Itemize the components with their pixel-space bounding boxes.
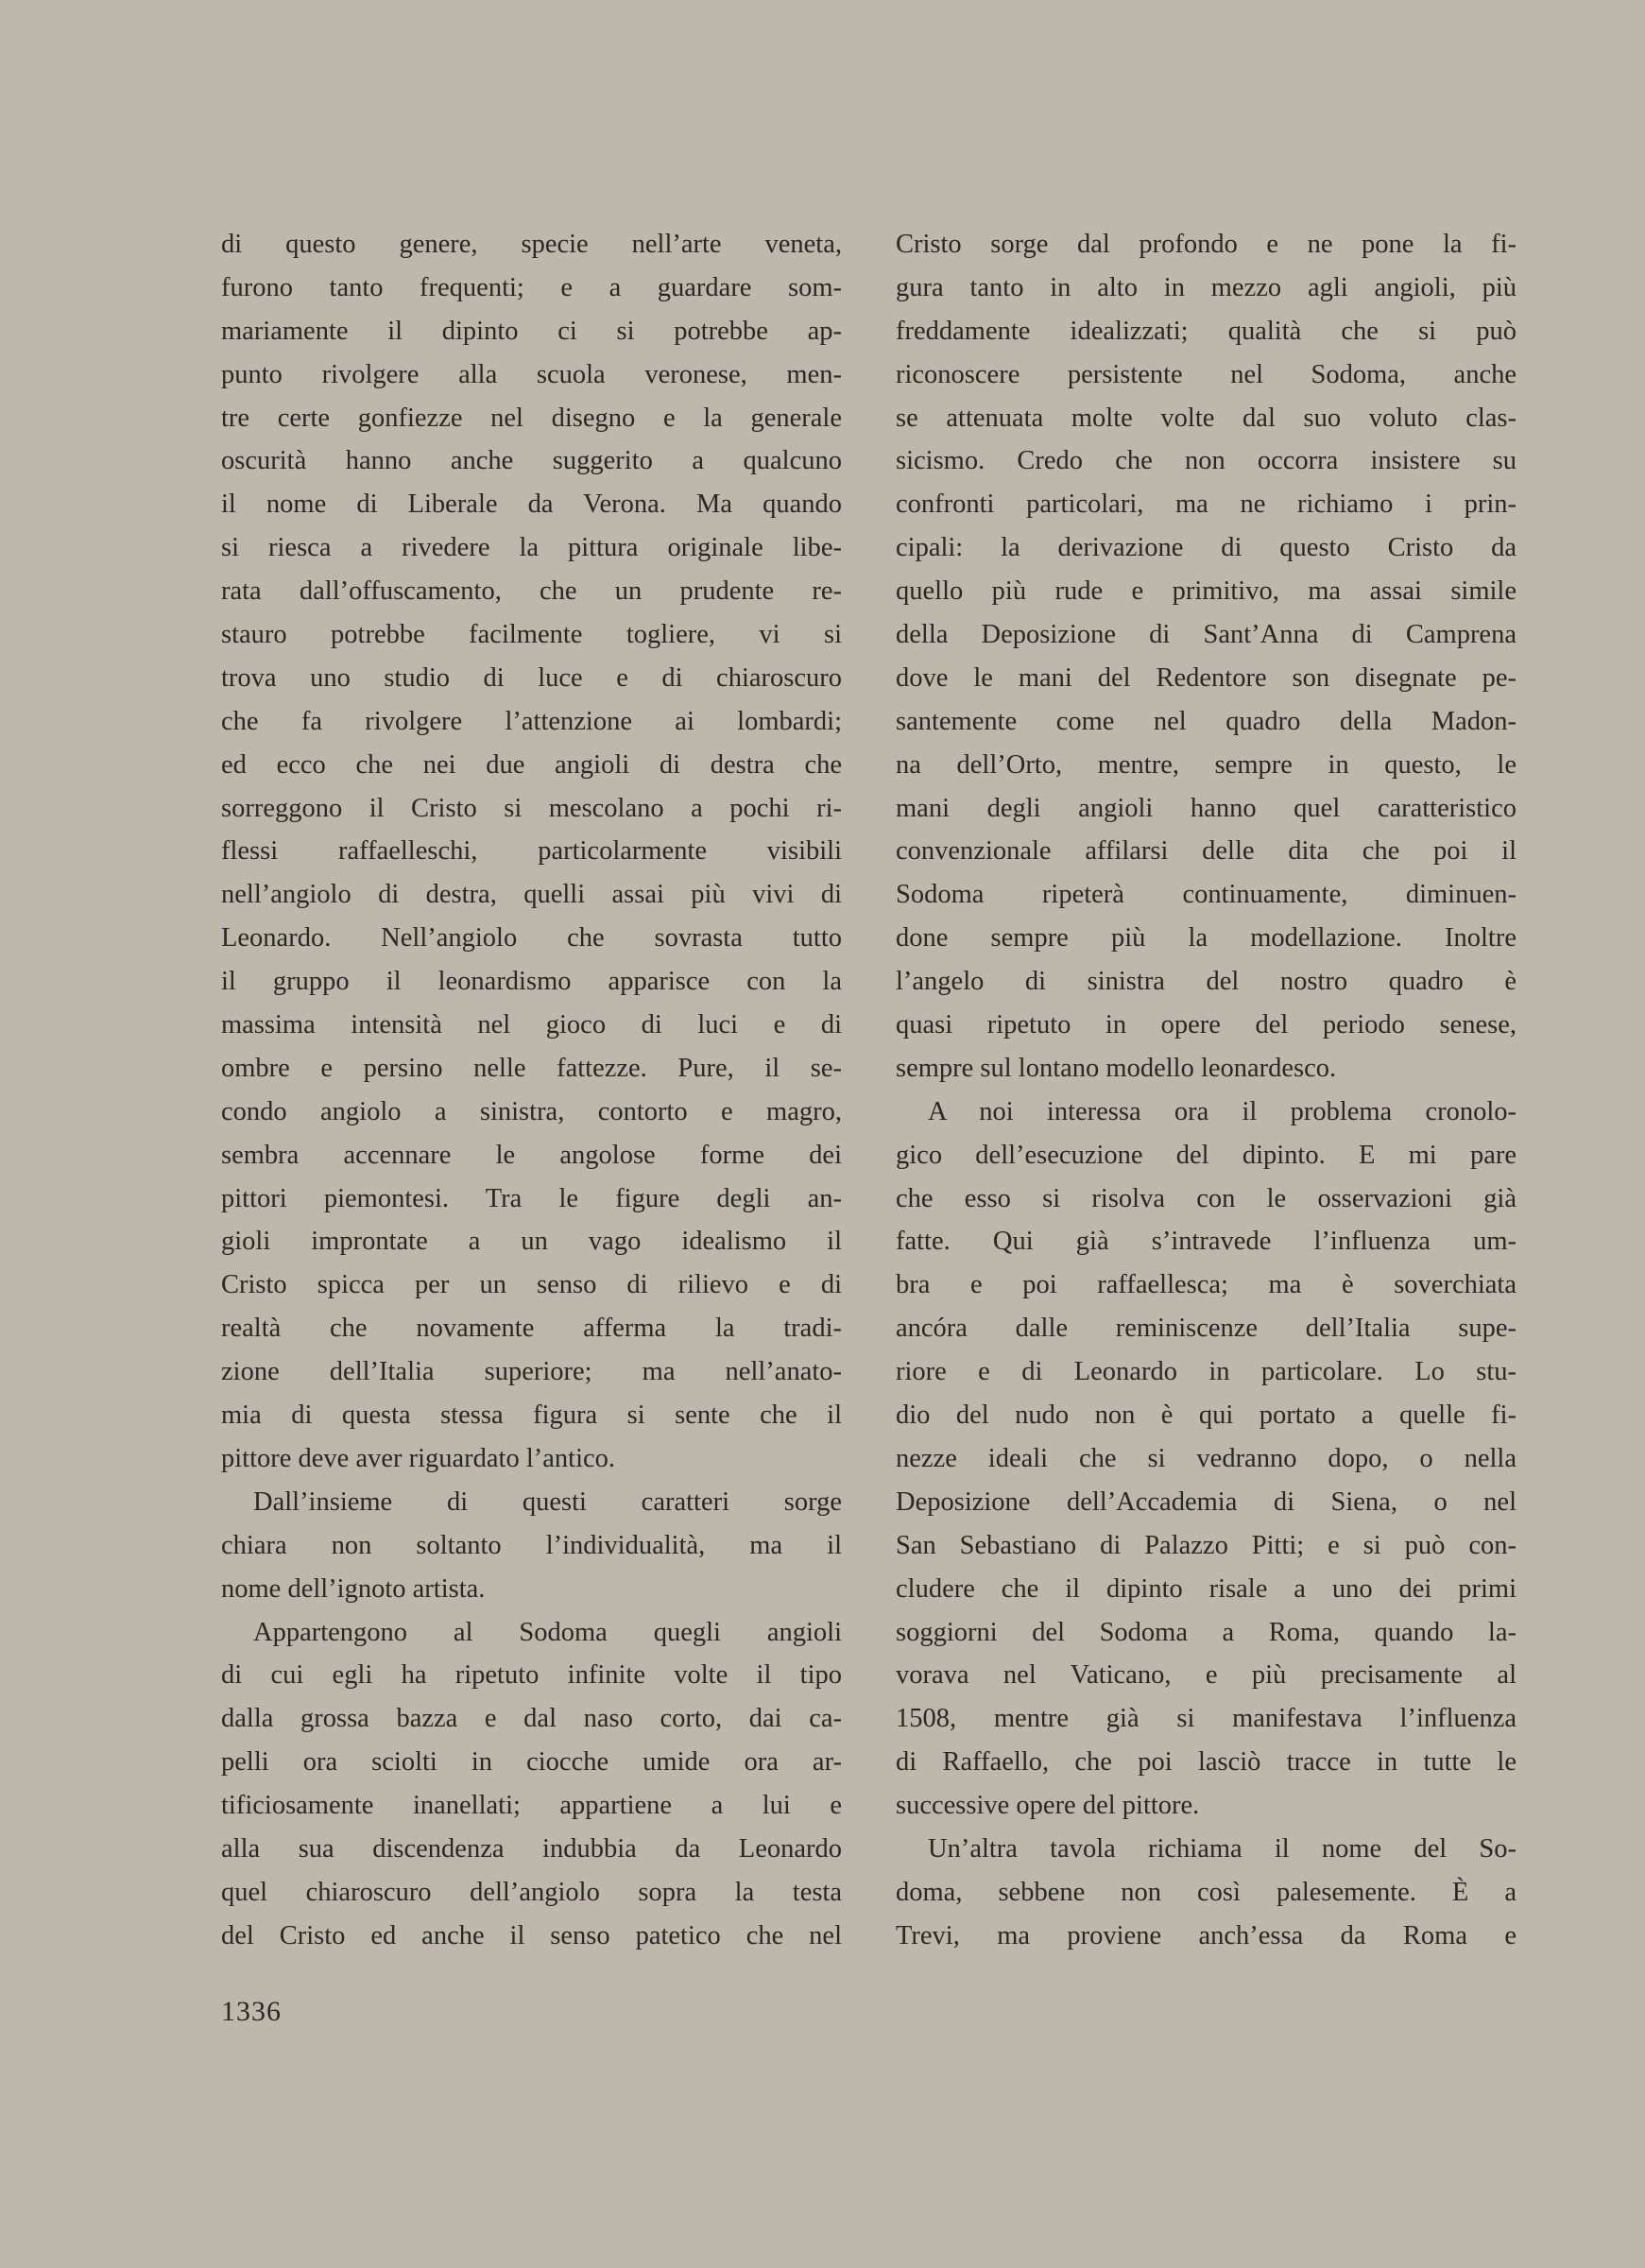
text-line: della Deposizione di Sant’Anna di Camprena — [896, 620, 1516, 650]
text-line: stauro potrebbe facilmente togliere, vi si — [221, 620, 842, 650]
text-line: convenzionale affilarsi delle dita che poi il — [896, 836, 1516, 867]
text-line: ancóra dalle reminiscenze dell’Italia supe- — [896, 1314, 1516, 1344]
text-line: realtà che novamente afferma la tradi- — [221, 1314, 842, 1344]
left-text-column — [221, 223, 842, 1958]
text-line: rata dall’offuscamento, che un prudente re- — [221, 576, 842, 607]
text-line: di questo genere, specie nell’arte veneta, — [221, 230, 842, 259]
text-line: sembra accennare le angolose forme dei — [221, 1140, 842, 1170]
text-line: bra e poi raffaellesca; ma è soverchiata — [896, 1270, 1516, 1300]
text-line: soggiorni del Sodoma a Roma, quando la- — [896, 1617, 1516, 1647]
text-line: zione dell’Italia superiore; ma nell’anato- — [221, 1357, 842, 1387]
text-line: se attenuata molte volte dal suo voluto clas- — [896, 403, 1516, 433]
text-line: nome dell’ignoto artista. — [221, 1573, 486, 1604]
text-line: vorava nel Vaticano, e più precisamente al — [896, 1660, 1516, 1691]
text-line: confronti particolari, ma ne richiamo i prin- — [896, 490, 1516, 520]
text-line: di Raffaello, che poi lasciò tracce in tutte le — [896, 1747, 1516, 1778]
text-line: il gruppo il leonardismo apparisce con la — [221, 967, 842, 997]
text-line: oscurità hanno anche suggerito a qualcuno — [221, 446, 842, 476]
text-line: freddamente idealizzati; qualità che si può — [896, 316, 1516, 346]
text-line: gico dell’esecuzione del dipinto. E mi pare — [896, 1140, 1516, 1170]
text-line: fatte. Qui già s’intravede l’influenza um- — [896, 1227, 1516, 1257]
text-line: quel chiaroscuro dell’angiolo sopra la testa — [221, 1877, 842, 1907]
text-line: tificiosamente inanellati; appartiene a lui e — [221, 1791, 842, 1821]
text-line: 1508, mentre già si manifestava l’influenza — [896, 1704, 1516, 1734]
text-line: il nome di Liberale da Verona. Ma quando — [221, 490, 842, 520]
text-line: l’angelo di sinistra del nostro quadro è — [896, 967, 1516, 997]
text-line: Cristo spicca per un senso di rilievo e di — [221, 1270, 842, 1300]
text-line: sorreggono il Cristo si mescolano a pochi ri- — [221, 793, 842, 823]
text-line: Appartengono al Sodoma quegli angioli — [253, 1617, 842, 1647]
text-line: santemente come nel quadro della Madon- — [896, 706, 1516, 736]
text-line: nezze ideali che si vedranno dopo, o nella — [896, 1443, 1516, 1473]
text-line: mia di questa stessa figura si sente che il — [221, 1400, 842, 1431]
text-line: dio del nudo non è qui portato a quelle fi- — [896, 1400, 1516, 1431]
text-line: successive opere del pittore. — [896, 1791, 1200, 1821]
text-line: nell’angiolo di destra, quelli assai più vivi di — [221, 880, 842, 910]
text-line: mani degli angioli hanno quel caratteristico — [896, 793, 1516, 823]
text-line: pittori piemontesi. Tra le figure degli an- — [221, 1183, 842, 1213]
text-line: na dell’Orto, mentre, sempre in questo, le — [896, 749, 1516, 780]
text-line: tre certe gonfiezze nel disegno e la generale — [221, 403, 842, 433]
text-line: gura tanto in alto in mezzo agli angioli, più — [896, 272, 1516, 302]
text-line: Leonardo. Nell’angiolo che sovrasta tutto — [221, 923, 842, 954]
text-line: alla sua discendenza indubbia da Leonardo — [221, 1833, 842, 1864]
text-line: trova uno studio di luce e di chiaroscuro — [221, 662, 842, 693]
text-line: flessi raffaelleschi, particolarmente visibili — [221, 836, 842, 867]
text-line: dalla grossa bazza e dal naso corto, dai ca- — [221, 1704, 842, 1734]
page-number: 1336 — [221, 1996, 282, 2027]
text-line: Un’altra tavola richiama il nome del So- — [928, 1833, 1516, 1864]
text-line: quello più rude e primitivo, ma assai simile — [896, 576, 1516, 607]
text-line: sempre sul lontano modello leonardesco. — [896, 1053, 1337, 1083]
text-line: cludere che il dipinto risale a uno dei primi — [896, 1573, 1516, 1604]
text-line: punto rivolgere alla scuola veronese, men- — [221, 359, 842, 389]
text-line: doma, sebbene non così palesemente. È a — [896, 1877, 1516, 1907]
text-line: riconoscere persistente nel Sodoma, anche — [896, 359, 1516, 389]
text-line: cipali: la derivazione di questo Cristo da — [896, 533, 1516, 563]
text-line: furono tanto frequenti; e a guardare som- — [221, 272, 842, 302]
text-line: mariamente il dipinto ci si potrebbe ap- — [221, 316, 842, 346]
text-line: gioli improntate a un vago idealismo il — [221, 1227, 842, 1257]
text-line: chiara non soltanto l’individualità, ma il — [221, 1530, 842, 1560]
text-line: dove le mani del Redentore son disegnate pe- — [896, 662, 1516, 693]
text-line: ed ecco che nei due angioli di destra che — [221, 749, 842, 780]
text-line: Deposizione dell’Accademia di Siena, o nel — [896, 1486, 1516, 1517]
text-line: Trevi, ma proviene anch’essa da Roma e — [896, 1920, 1516, 1950]
text-line: del Cristo ed anche il senso patetico che nel — [221, 1920, 842, 1950]
text-line: pittore deve aver riguardato l’antico. — [221, 1443, 616, 1473]
text-line: massima intensità nel gioco di luci e di — [221, 1010, 842, 1040]
text-line: Dall’insieme di questi caratteri sorge — [253, 1486, 842, 1517]
text-line: San Sebastiano di Palazzo Pitti; e si può con- — [896, 1530, 1516, 1560]
text-line: A noi interessa ora il problema cronolo- — [928, 1096, 1516, 1126]
text-line: di cui egli ha ripetuto infinite volte il tipo — [221, 1660, 842, 1691]
right-text-column — [896, 223, 1516, 1958]
text-line: sicismo. Credo che non occorra insistere su — [896, 446, 1516, 476]
text-line: done sempre più la modellazione. Inoltre — [896, 923, 1516, 954]
text-line: ombre e persino nelle fattezze. Pure, il se- — [221, 1053, 842, 1083]
text-line: che fa rivolgere l’attenzione ai lombardi; — [221, 706, 842, 736]
text-line: riore e di Leonardo in particolare. Lo stu- — [896, 1357, 1516, 1387]
text-line: quasi ripetuto in opere del periodo senese, — [896, 1010, 1516, 1040]
text-line: pelli ora sciolti in ciocche umide ora ar- — [221, 1747, 842, 1778]
text-line: che esso si risolva con le osservazioni già — [896, 1183, 1516, 1213]
text-line: Sodoma ripeterà continuamente, diminuen- — [896, 880, 1516, 910]
text-line: condo angiolo a sinistra, contorto e magro, — [221, 1096, 842, 1126]
text-line: Cristo sorge dal profondo e ne pone la fi- — [896, 230, 1516, 259]
text-line: si riesca a rivedere la pittura originale libe- — [221, 533, 842, 563]
